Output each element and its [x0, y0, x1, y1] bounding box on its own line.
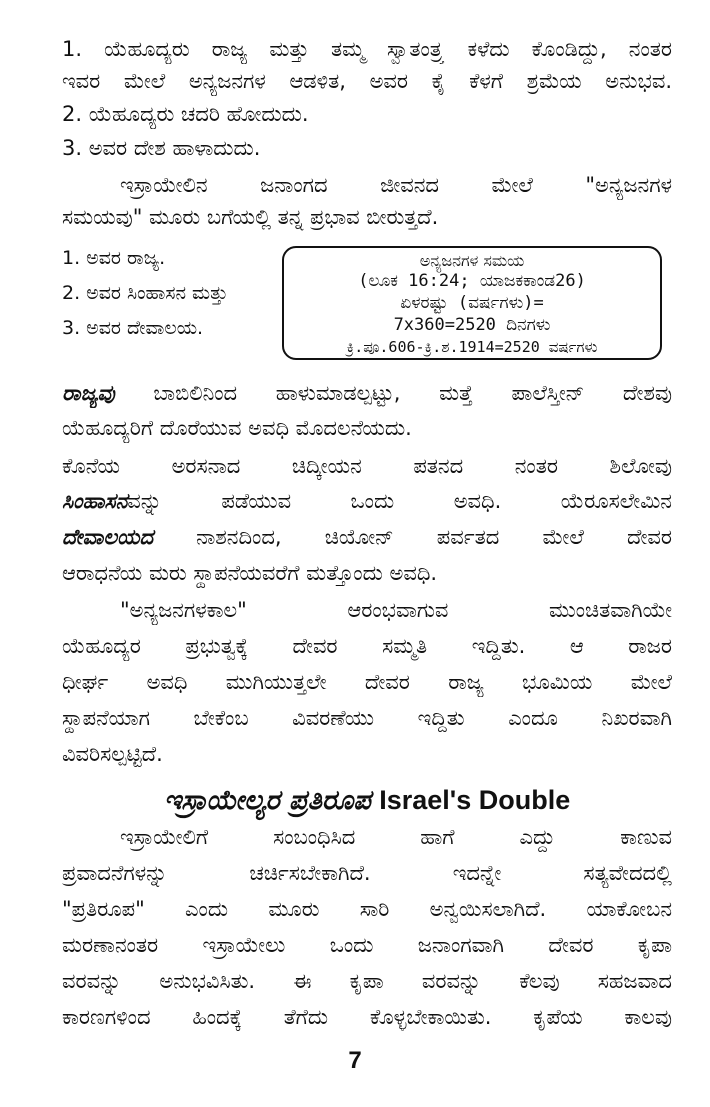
text-line: ಯೆಹೂದ್ಯರಿಗೆ ದೊರೆಯುವ ಅವಧಿ ಮೊದಲನೆಯದು. [62, 416, 412, 440]
box-line: ಕ್ರಿ.ಪೂ.606-ಕ್ರಿ.ಶ.1914=2520 ವರ್ಷಗಳು [346, 338, 598, 356]
text-line: ಕಾರಣಗಳಿಂದ ಹಿಂದಕ್ಕೆ ತೆಗೆದು ಕೊಳ್ಳಬೇಕಾಯಿತು. ಕೃಪೆಯ ಕಾಲವು [62, 1005, 672, 1029]
text-line: ಕೊನೆಯ ಅರಸನಾದ ಚಿದ್ಕೀಯನ ಪತನದ ನಂತರ ಶಿಲೋವು [62, 454, 672, 478]
text-line: ವಿವರಿಸಲ್ಪಟ್ಟಿದೆ. [62, 742, 163, 766]
text-line: ಸಮಯವು" ಮೂರು ಬಗೆಯಲ್ಲಿ ತನ್ನ ಪ್ರಭಾವ ಬೀರುತ್ತದೆ. [62, 205, 439, 229]
page-number: 7 [348, 1047, 362, 1074]
text-line: "ಪ್ರತಿರೂಪ" ಎಂದು ಮೂರು ಸಾರಿ ಅನ್ವಯಿಸಲಾಗಿದೆ. ಯಾಕೋಬನ [62, 897, 672, 921]
text-line [62, 378, 672, 408]
text-line: ಆರಾಧನೆಯ ಮರು ಸ್ಥಾಪನೆಯವರೆಗೆ ಮತ್ತೊಂದು ಅವಧಿ. [62, 561, 438, 585]
text-line: ಧೀರ್ಘ ಅವಧಿ ಮುಗಿಯುತ್ತಲೇ ದೇವರ ರಾಜ್ಯ ಭೂಮಿಯ ಮೇಲೆ [62, 670, 672, 694]
text-span: ವನ್ನು ಪಡೆಯುವ ಒಂದು ಅವಧಿ. ಯೆರೂಸಲೇಮಿನ [127, 489, 672, 513]
text-line: ಪ್ರವಾದನೆಗಳನ್ನು ಚರ್ಚಿಸಬೇಕಾಗಿದೆ. ಇದನ್ನೇ ಸತ್ಯವೇದದಲ್ಲಿ [62, 861, 672, 885]
text-line: ಸ್ಥಾಪನೆಯಾಗ ಬೇಕೆಂಬ ವಿವರಣೆಯು ಇದ್ದಿತು ಎಂದೂ ನಿಖರವಾಗಿ [62, 706, 672, 730]
text-line: ಇಸ್ರಾಯೇಲಿಗೆ ಸಂಬಂಧಿಸಿದ ಹಾಗೆ ಎದ್ದು ಕಾಣುವ [120, 825, 672, 849]
box-line: 7x360=2520 ದಿನಗಳು [393, 315, 551, 335]
text-line: ಯೆಹೂದ್ಯರ ಪ್ರಭುತ್ವಕ್ಕೆ ದೇವರ ಸಮ್ಮತಿ ಇದ್ದಿತು. ಆ ರಾಜರ [62, 634, 672, 658]
list-item: 3. ಅವರ ದೇವಾಲಯ. [62, 317, 204, 339]
box-title: ಅನ್ಯಜನಗಳ ಸಮಯ [419, 251, 525, 270]
text-span: ನಾಶನದಿಂದ, ಚಿಯೋನ್ ಪರ್ವತದ ಮೇಲೆ ದೇವರ [153, 525, 672, 549]
gentile-times-box [282, 246, 662, 360]
text-line: 3. ಅವರ ದೇಶ ಹಾಳಾದುದು. [62, 136, 261, 160]
emphasis-word: ರಾಜ್ಯವು [62, 381, 115, 405]
text-line [62, 486, 672, 516]
text-span: ಬಾಬಿಲಿನಿಂದ ಹಾಳುಮಾಡಲ್ಪಟ್ಟು, ಮತ್ತೆ ಪಾಲೆಸ್ತೀನ್ ದೇಶವು [114, 381, 672, 405]
heading-english: Israel's Double [379, 785, 571, 815]
box-line: ಏಳರಷ್ಟು (ವರ್ಷಗಳು)= [400, 293, 544, 313]
text-line: ವರವನ್ನು ಅನುಭವಿಸಿತು. ಈ ಕೃಪಾ ವರವನ್ನು ಕೆಲವು ಸಹಜವಾದ [62, 969, 672, 993]
heading-kannada: ಇಸ್ರಾಯೇಲ್ಯರ ಪ್ರತಿರೂಪ [163, 785, 371, 816]
text-line: ಇವರ ಮೇಲೆ ಅನ್ಯಜನಗಳ ಆಡಳಿತ, ಅವರ ಕೈ ಕೆಳಗೆ ಶ್ರಮೆಯ ಅನುಭವ. [62, 69, 672, 93]
emphasis-word: ಸಿಂಹಾಸನ [62, 489, 128, 513]
emphasis-word: ದೇವಾಲಯದ [62, 525, 154, 549]
text-line: 1. ಯೆಹೂದ್ಯರು ರಾಜ್ಯ ಮತ್ತು ತಮ್ಮ ಸ್ವಾತಂತ್ರ್ಯ ಕಳೆದು ಕೊಂಡಿದ್ದು, ನಂತರ [62, 37, 672, 61]
text-line: "ಅನ್ಯಜನಗಳಕಾಲ" ಆರಂಭವಾಗುವ ಮುಂಚಿತವಾಗಿಯೇ [120, 598, 672, 622]
text-line: ಇಸ್ರಾಯೇಲಿನ ಜನಾಂಗದ ಜೀವನದ ಮೇಲೆ "ಅನ್ಯಜನಗಳ [120, 173, 672, 197]
text-line: 2. ಯೆಹೂದ್ಯರು ಚದರಿ ಹೋದುದು. [62, 102, 309, 126]
list-item: 1. ಅವರ ರಾಜ್ಯ. [62, 247, 166, 269]
text-line: ಮರಣಾನಂತರ ಇಸ್ರಾಯೇಲು ಒಂದು ಜನಾಂಗವಾಗಿ ದೇವರ ಕೃಪಾ [62, 933, 672, 957]
list-item: 2. ಅವರ ಸಿಂಹಾಸನ ಮತ್ತು [62, 282, 228, 304]
text-line [62, 522, 672, 552]
section-heading [62, 780, 672, 821]
box-reference: (ಲೂಕ 16:24; ಯಾಜಕಕಾಂಡ26) [358, 271, 586, 291]
